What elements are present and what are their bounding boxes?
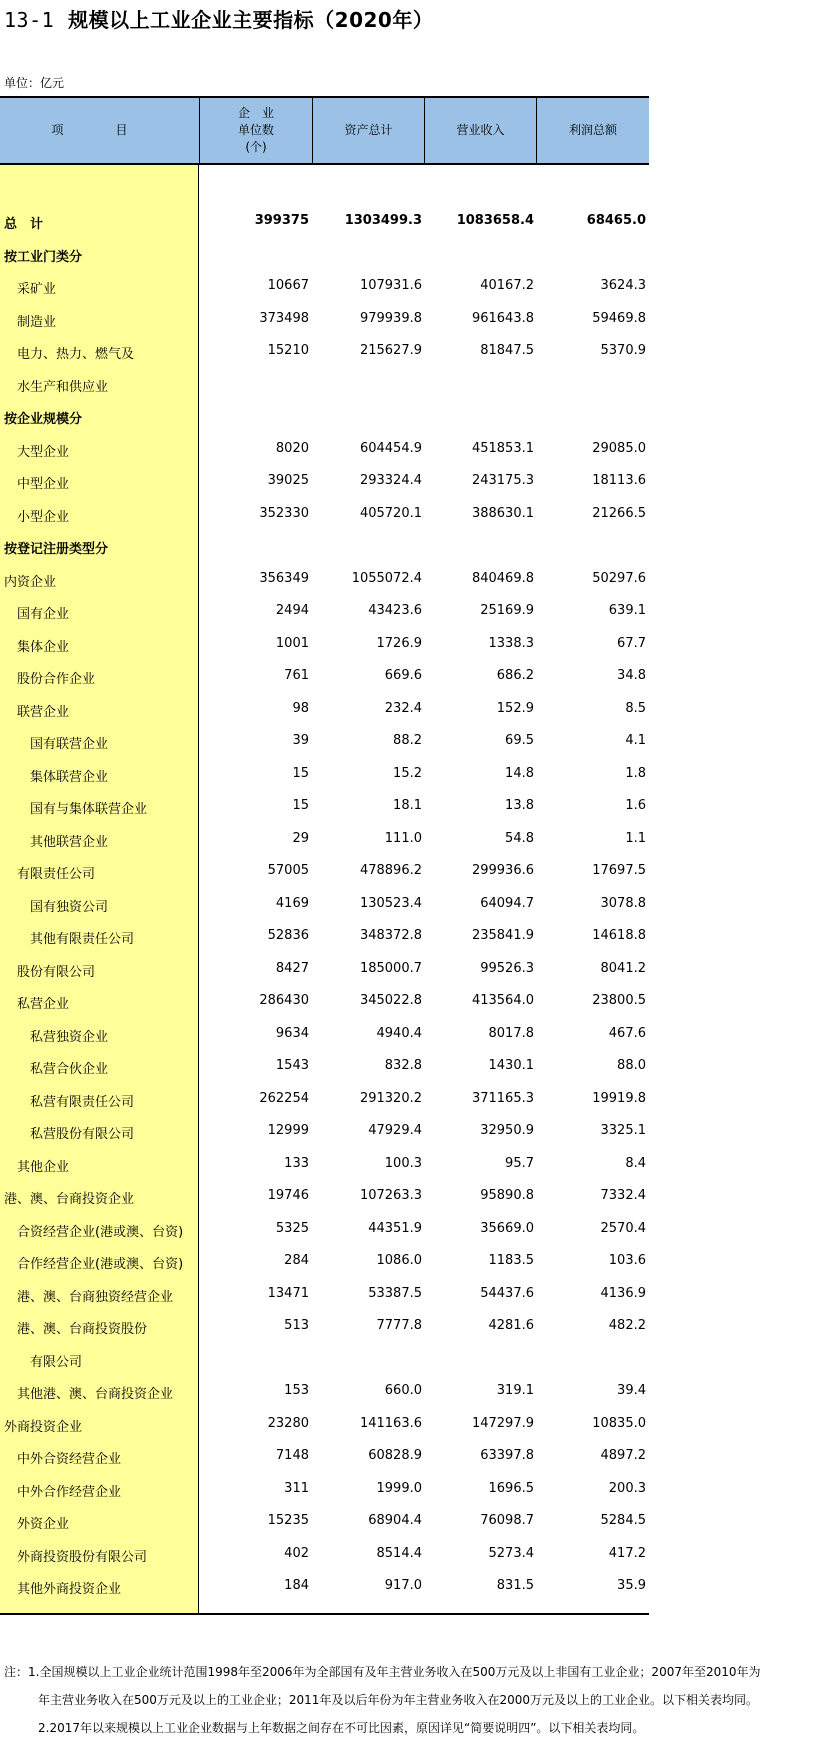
enterprise-count-cell: 8427	[275, 960, 309, 976]
revenue-cell: 686.2	[496, 668, 534, 683]
table-row	[0, 660, 649, 693]
enterprise-count-cell: 4169	[275, 895, 309, 911]
table-row	[0, 1505, 649, 1538]
total-profit-cell: 8041.2	[600, 960, 646, 976]
row-label: 私营企业	[4, 997, 70, 1012]
header-item: 项 目	[51, 123, 148, 137]
table-title: 规模以上工业企业主要指标（2020年）	[68, 8, 434, 32]
row-label: 中型企业	[4, 477, 70, 492]
total-profit-cell: 21266.5	[592, 505, 646, 521]
total-profit-cell: 88.0	[617, 1058, 646, 1073]
total-profit-cell: 29085.0	[592, 440, 646, 456]
total-profit-cell: 18113.6	[592, 473, 646, 488]
enterprise-count-cell: 373498	[259, 310, 309, 326]
total-profit-cell: 103.6	[608, 1253, 646, 1268]
row-label: 外商投资企业	[4, 1419, 83, 1435]
enterprise-count-cell: 10667	[267, 278, 309, 293]
total-assets-cell: 60828.9	[368, 1448, 422, 1463]
revenue-cell: 319.1	[496, 1383, 534, 1398]
row-label: 其他外商投资企业	[4, 1582, 122, 1597]
revenue-cell: 81847.5	[480, 343, 534, 358]
total-profit-cell: 1.6	[625, 798, 646, 813]
total-assets-cell: 47929.4	[368, 1123, 422, 1138]
total-assets-cell: 53387.5	[368, 1285, 422, 1301]
revenue-cell: 76098.7	[480, 1513, 534, 1528]
enterprise-count-cell: 39	[292, 733, 309, 748]
total-assets-cell: 232.4	[384, 700, 422, 716]
revenue-cell: 8017.8	[488, 1025, 534, 1041]
total-profit-cell: 3325.1	[600, 1123, 646, 1138]
total-assets-cell: 348372.8	[359, 928, 422, 943]
row-label: 港、澳、台商投资企业	[4, 1192, 135, 1207]
enterprise-count-cell: 2494	[275, 603, 309, 618]
table-row	[0, 1310, 649, 1343]
table-row	[0, 888, 649, 921]
total-profit-cell: 50297.6	[592, 570, 646, 586]
revenue-cell: 25169.9	[480, 603, 534, 618]
total-assets-cell: 345022.8	[359, 993, 422, 1008]
enterprise-count-cell: 402	[284, 1545, 309, 1561]
row-label: 私营股份有限公司	[4, 1127, 135, 1142]
table-row	[0, 465, 649, 498]
total-profit-cell: 7332.4	[600, 1188, 646, 1203]
header-enterprise-count	[199, 98, 312, 163]
total-profit-cell: 5284.5	[600, 1513, 646, 1528]
row-label: 国有联营企业	[4, 737, 109, 752]
total-assets-cell: 1726.9	[376, 635, 422, 651]
total-profit-cell: 35.9	[617, 1578, 646, 1593]
total-assets-cell: 669.6	[384, 668, 422, 683]
enterprise-count-cell: 356349	[259, 570, 309, 586]
total-assets-cell: 1055072.4	[351, 570, 422, 586]
revenue-cell: 961643.8	[471, 310, 534, 326]
table-row	[0, 1375, 649, 1408]
total-assets-cell: 107263.3	[359, 1188, 422, 1203]
table-row	[0, 628, 649, 661]
total-assets-cell: 1086.0	[376, 1253, 422, 1268]
table-row	[0, 563, 649, 596]
header-total-assets: 资产总计	[312, 98, 424, 163]
row-label: 内资企业	[4, 574, 57, 590]
table-row	[0, 368, 649, 401]
enterprise-count-cell: 1543	[275, 1058, 309, 1073]
revenue-cell: 35669.0	[480, 1220, 534, 1236]
row-label: 国有与集体联营企业	[4, 802, 148, 817]
table-row	[0, 498, 649, 531]
revenue-cell: 388630.1	[471, 505, 534, 521]
revenue-cell: 235841.9	[471, 928, 534, 943]
row-label: 其他有限责任公司	[4, 932, 135, 947]
enterprise-count-cell: 262254	[259, 1090, 309, 1106]
table-body	[0, 165, 649, 1615]
revenue-cell: 54437.6	[480, 1285, 534, 1301]
row-label: 有限公司	[4, 1354, 83, 1370]
enterprise-count-cell: 8020	[275, 440, 309, 456]
table-row	[0, 400, 649, 433]
table-row	[0, 953, 649, 986]
enterprise-count-cell: 399375	[254, 213, 309, 228]
revenue-cell: 299936.6	[471, 863, 534, 878]
total-assets-cell: 917.0	[384, 1578, 422, 1593]
row-label: 外商投资股份有限公司	[4, 1549, 148, 1565]
table-row	[0, 758, 649, 791]
total-profit-cell: 8.4	[625, 1155, 646, 1171]
revenue-cell: 451853.1	[471, 440, 534, 456]
revenue-cell: 14.8	[505, 765, 534, 781]
footnotes	[4, 1658, 812, 1742]
total-assets-cell: 405720.1	[359, 505, 422, 521]
revenue-cell: 40167.2	[480, 278, 534, 293]
footnote-1: 注：1.全国规模以上工业企业统计范围1998年至2006年为全部国有及年主营业务收入在500万元及以上非国有工业企业；2007年至2010年为	[4, 1665, 761, 1679]
total-profit-cell: 4136.9	[600, 1285, 646, 1301]
row-label: 外资企业	[4, 1517, 70, 1532]
table-row	[0, 303, 649, 336]
table-rows	[0, 205, 649, 1603]
total-assets-cell: 1303499.3	[344, 213, 422, 228]
enterprise-count-cell: 311	[284, 1480, 309, 1496]
row-label: 中外合作经营企业	[4, 1484, 122, 1500]
enterprise-count-cell: 12999	[267, 1123, 309, 1138]
row-label: 中外合资经营企业	[4, 1452, 122, 1467]
enterprise-count-cell: 286430	[259, 993, 309, 1008]
enterprise-count-cell: 15210	[267, 343, 309, 358]
total-assets-cell: 215627.9	[359, 343, 422, 358]
table-row	[0, 1148, 649, 1181]
unit-label: 单位：亿元	[4, 76, 65, 90]
total-assets-cell: 291320.2	[359, 1090, 422, 1106]
row-label: 总 计	[4, 217, 44, 232]
total-profit-cell: 467.6	[608, 1025, 646, 1041]
revenue-cell: 54.8	[505, 830, 534, 846]
row-label: 其他港、澳、台商投资企业	[4, 1387, 174, 1402]
revenue-cell: 69.5	[505, 733, 534, 748]
row-label: 股份有限公司	[4, 964, 96, 980]
revenue-cell: 32950.9	[480, 1123, 534, 1138]
footnote-1-continued: 年主营业务收入在500万元及以上的工业企业；2011年及以后年份为年主营业务收入在2000万元及以上的工业企业。以下相关表均同。	[38, 1693, 758, 1707]
row-label: 集体联营企业	[4, 769, 109, 785]
total-assets-cell: 4940.4	[376, 1025, 422, 1041]
row-label: 国有企业	[4, 607, 70, 622]
enterprise-count-cell: 98	[292, 700, 309, 716]
row-label: 采矿业	[4, 282, 57, 297]
total-profit-cell: 17697.5	[592, 863, 646, 878]
enterprise-count-cell: 513	[284, 1318, 309, 1333]
total-profit-cell: 19919.8	[592, 1090, 646, 1106]
table-row	[0, 725, 649, 758]
table-row	[0, 335, 649, 368]
row-label: 按企业规模分	[4, 412, 83, 427]
table-row	[0, 270, 649, 303]
total-profit-cell: 200.3	[608, 1480, 646, 1496]
revenue-cell: 1696.5	[488, 1480, 534, 1496]
revenue-cell: 371165.3	[471, 1090, 534, 1106]
row-label: 电力、热力、燃气及	[4, 347, 135, 362]
revenue-cell: 413564.0	[471, 993, 534, 1008]
row-label: 按工业门类分	[4, 249, 83, 265]
enterprise-count-cell: 13471	[267, 1285, 309, 1301]
total-profit-cell: 3624.3	[600, 278, 646, 293]
row-label: 制造业	[4, 314, 57, 330]
enterprise-count-cell: 15	[292, 765, 309, 781]
revenue-cell: 840469.8	[471, 570, 534, 586]
total-profit-cell: 4897.2	[600, 1448, 646, 1463]
table-row	[0, 1570, 649, 1603]
total-assets-cell: 604454.9	[359, 440, 422, 456]
revenue-cell: 1338.3	[488, 635, 534, 651]
header-enterprise-count-line2: 单位数	[237, 123, 274, 137]
enterprise-count-cell: 52836	[267, 928, 309, 943]
table-row	[0, 1115, 649, 1148]
enterprise-count-cell: 23280	[267, 1415, 309, 1431]
total-assets-cell: 43423.6	[368, 603, 422, 618]
table-row	[0, 693, 649, 726]
table-number: 13-1	[4, 8, 55, 32]
total-profit-cell: 14618.8	[592, 928, 646, 943]
revenue-cell: 64094.7	[480, 895, 534, 911]
total-profit-cell: 59469.8	[592, 310, 646, 326]
revenue-cell: 147297.9	[471, 1415, 534, 1431]
total-assets-cell: 185000.7	[359, 960, 422, 976]
revenue-cell: 13.8	[505, 798, 534, 813]
row-label: 国有独资公司	[4, 899, 109, 915]
total-assets-cell: 1999.0	[376, 1480, 422, 1496]
row-label: 股份合作企业	[4, 672, 96, 687]
table-row	[0, 595, 649, 628]
total-assets-cell: 660.0	[384, 1383, 422, 1398]
revenue-cell: 1430.1	[488, 1058, 534, 1073]
table-row	[0, 1245, 649, 1278]
total-profit-cell: 2570.4	[600, 1220, 646, 1236]
total-profit-cell: 34.8	[617, 668, 646, 683]
table-row	[0, 1343, 649, 1376]
total-profit-cell: 8.5	[625, 700, 646, 716]
table-row	[0, 1473, 649, 1506]
revenue-cell: 99526.3	[480, 960, 534, 976]
total-assets-cell: 8514.4	[376, 1545, 422, 1561]
row-label: 其他联营企业	[4, 834, 109, 850]
total-assets-cell: 7777.8	[376, 1318, 422, 1333]
total-assets-cell: 88.2	[393, 733, 422, 748]
enterprise-count-cell: 9634	[275, 1025, 309, 1041]
page-title	[4, 4, 433, 33]
total-profit-cell: 23800.5	[592, 993, 646, 1008]
enterprise-count-cell: 284	[284, 1253, 309, 1268]
header-enterprise-count-line1: 企 业	[237, 106, 274, 120]
table-row	[0, 1538, 649, 1571]
enterprise-count-cell: 352330	[259, 505, 309, 521]
enterprise-count-cell: 29	[292, 830, 309, 846]
revenue-cell: 63397.8	[480, 1448, 534, 1463]
row-label: 私营有限责任公司	[4, 1094, 135, 1110]
table-row	[0, 855, 649, 888]
row-label: 水生产和供应业	[4, 379, 109, 395]
row-label: 集体企业	[4, 639, 70, 655]
row-label: 港、澳、台商独资经营企业	[4, 1289, 174, 1305]
table-row	[0, 433, 649, 466]
total-profit-cell: 39.4	[617, 1383, 646, 1398]
table-row	[0, 823, 649, 856]
total-assets-cell: 44351.9	[368, 1220, 422, 1236]
total-assets-cell: 141163.6	[359, 1415, 422, 1431]
total-profit-cell: 4.1	[625, 733, 646, 748]
enterprise-count-cell: 39025	[267, 473, 309, 488]
revenue-cell: 4281.6	[488, 1318, 534, 1333]
row-label: 联营企业	[4, 704, 70, 720]
row-label: 私营独资企业	[4, 1029, 109, 1045]
revenue-cell: 5273.4	[488, 1545, 534, 1561]
table-row	[0, 1050, 649, 1083]
row-label: 有限责任公司	[4, 867, 96, 882]
enterprise-count-cell: 1001	[275, 635, 309, 651]
enterprise-count-cell: 57005	[267, 863, 309, 878]
total-assets-cell: 100.3	[384, 1155, 422, 1171]
table-row	[0, 1083, 649, 1116]
total-assets-cell: 478896.2	[359, 863, 422, 878]
row-label: 小型企业	[4, 509, 70, 525]
total-profit-cell: 417.2	[608, 1545, 646, 1561]
total-assets-cell: 68904.4	[368, 1513, 422, 1528]
table-row	[0, 790, 649, 823]
total-profit-cell: 482.2	[608, 1318, 646, 1333]
enterprise-count-cell: 7148	[275, 1448, 309, 1463]
table-row	[0, 1408, 649, 1441]
revenue-cell: 1183.5	[488, 1253, 534, 1268]
revenue-cell: 831.5	[496, 1578, 534, 1593]
total-profit-cell: 1.8	[625, 765, 646, 781]
table-row	[0, 1440, 649, 1473]
total-assets-cell: 979939.8	[359, 310, 422, 326]
table-row	[0, 920, 649, 953]
total-assets-cell: 15.2	[393, 765, 422, 781]
row-label: 合资经营企业(港或澳、台资)	[4, 1224, 184, 1240]
row-label: 港、澳、台商投资股份	[4, 1322, 148, 1337]
enterprise-count-cell: 15	[292, 798, 309, 813]
header-enterprise-count-line3: (个)	[245, 140, 267, 154]
header-total-profit: 利润总额	[536, 98, 649, 163]
enterprise-count-cell: 15235	[267, 1513, 309, 1528]
row-label: 合作经营企业(港或澳、台资)	[4, 1257, 184, 1272]
revenue-cell: 95890.8	[480, 1188, 534, 1203]
table-row	[0, 205, 649, 238]
enterprise-count-cell: 153	[284, 1383, 309, 1398]
total-profit-cell: 5370.9	[600, 343, 646, 358]
table-row	[0, 530, 649, 563]
total-profit-cell: 10835.0	[592, 1415, 646, 1431]
table-row	[0, 1278, 649, 1311]
row-label: 按登记注册类型分	[4, 542, 109, 557]
enterprise-count-cell: 133	[284, 1155, 309, 1171]
header-revenue: 营业收入	[424, 98, 536, 163]
total-profit-cell: 3078.8	[600, 895, 646, 911]
table-header	[0, 96, 649, 165]
footnote-2: 2.2017年以来规模以上工业企业数据与上年数据之间存在不可比因素，原因详见“简要说明四”。以下相关表均同。	[38, 1721, 645, 1735]
revenue-cell: 152.9	[496, 700, 534, 716]
total-profit-cell: 1.1	[625, 830, 646, 846]
row-label: 大型企业	[4, 444, 70, 460]
revenue-cell: 95.7	[505, 1155, 534, 1171]
total-profit-cell: 639.1	[608, 603, 646, 618]
table-row	[0, 1213, 649, 1246]
table-row	[0, 1180, 649, 1213]
total-profit-cell: 68465.0	[586, 213, 646, 228]
enterprise-count-cell: 761	[284, 668, 309, 683]
total-assets-cell: 293324.4	[359, 473, 422, 488]
table-row	[0, 238, 649, 271]
table-row	[0, 985, 649, 1018]
row-label: 私营合伙企业	[4, 1062, 109, 1077]
revenue-cell: 243175.3	[471, 473, 534, 488]
revenue-cell: 1083658.4	[456, 213, 534, 228]
table-row	[0, 1018, 649, 1051]
total-assets-cell: 832.8	[384, 1058, 422, 1073]
total-profit-cell: 67.7	[617, 635, 646, 651]
total-assets-cell: 111.0	[384, 830, 422, 846]
total-assets-cell: 18.1	[393, 798, 422, 813]
row-label: 其他企业	[4, 1159, 70, 1175]
total-assets-cell: 130523.4	[359, 895, 422, 911]
enterprise-count-cell: 5325	[275, 1220, 309, 1236]
total-assets-cell: 107931.6	[359, 278, 422, 293]
data-table	[0, 96, 649, 1615]
enterprise-count-cell: 184	[284, 1578, 309, 1593]
enterprise-count-cell: 19746	[267, 1188, 309, 1203]
